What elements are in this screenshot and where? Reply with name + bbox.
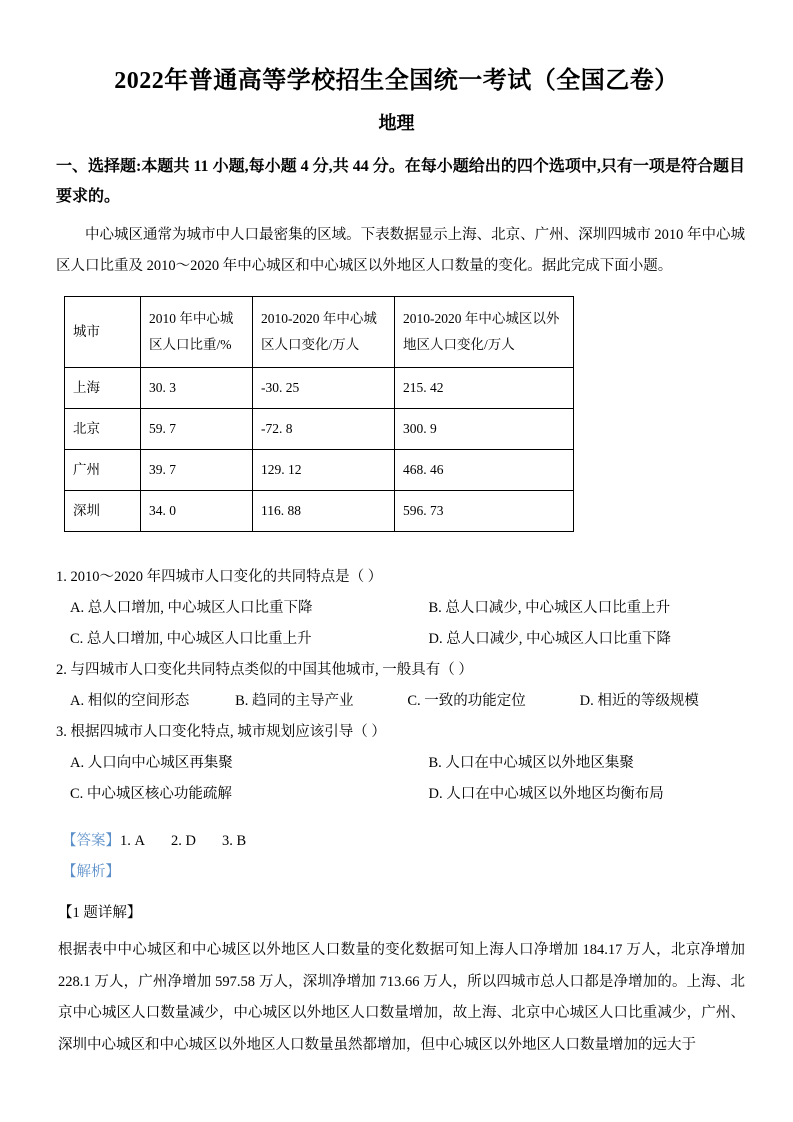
table-row xyxy=(65,409,574,450)
cell-share-2010: 30. 3 xyxy=(141,368,253,409)
answer-item-2: 2. D xyxy=(170,833,196,849)
page-title: 2022年普通高等学校招生全国统一考试（全国乙卷） xyxy=(114,68,679,94)
question-1-option-d[interactable]: D. 总人口减少, 中心城区人口比重下降 xyxy=(428,631,671,647)
question-2-option-b[interactable]: B. 趋同的主导产业 xyxy=(235,693,354,709)
question-1-options-row-2 xyxy=(56,624,745,655)
header-line: 区人口比重/% xyxy=(149,337,232,352)
question-1-option-b[interactable]: B. 总人口减少, 中心城区人口比重上升 xyxy=(428,600,671,616)
cell-share-2010: 59. 7 xyxy=(141,409,253,450)
cell-share-2010: 39. 7 xyxy=(141,450,253,491)
header-line: 区人口变化/万人 xyxy=(261,337,360,352)
cell-outer-change: 300. 9 xyxy=(395,409,574,450)
cell-outer-change: 468. 46 xyxy=(395,450,574,491)
answer-line xyxy=(0,826,793,857)
questions-block xyxy=(0,562,793,810)
table-header-cell-city xyxy=(65,297,141,368)
table-row xyxy=(65,491,574,532)
table-header-cell-core-change xyxy=(253,297,395,368)
header-line: 2010 年中心城 xyxy=(149,311,234,326)
table-row xyxy=(65,450,574,491)
cell-city: 深圳 xyxy=(65,491,141,532)
question-2-option-d[interactable]: D. 相近的等级规模 xyxy=(579,693,699,709)
question-3-options-row-1 xyxy=(56,748,745,779)
question-3-option-b[interactable]: B. 人口在中心城区以外地区集聚 xyxy=(428,755,634,771)
table-header-cell-share xyxy=(141,297,253,368)
subject-title: 地理 xyxy=(378,113,415,133)
question-1-option-a[interactable]: A. 总人口增加, 中心城区人口比重下降 xyxy=(70,600,313,616)
cell-outer-change: 596. 73 xyxy=(395,491,574,532)
question-2-option-c[interactable]: C. 一致的功能定位 xyxy=(407,693,526,709)
analysis-line xyxy=(0,857,793,888)
data-table-wrapper xyxy=(0,282,793,532)
table-header-row xyxy=(65,297,574,368)
analysis-detail-heading: 【1 题详解】 xyxy=(58,905,142,921)
table-header-cell-outer-change xyxy=(395,297,574,368)
answer-items xyxy=(120,833,272,849)
header-line: 地区人口变化/万人 xyxy=(403,337,515,352)
cell-city: 广州 xyxy=(65,450,141,491)
population-table xyxy=(64,296,574,532)
question-1-option-c[interactable]: C. 总人口增加, 中心城区人口比重上升 xyxy=(70,631,312,647)
intro-paragraph: 中心城区通常为城市中人口最密集的区域。下表数据显示上海、北京、广州、深圳四城市 2010 年中心城区人口比重及 2010～2020 年中心城区和中心城区以外地区人口数量的变化。据此完成下面小题。 xyxy=(56,227,745,274)
answer-item-3: 3. B xyxy=(221,833,247,849)
header-line: 2010-2020 年中心城 xyxy=(261,311,377,326)
answer-label: 【答案】 xyxy=(62,833,120,849)
question-2-options-row xyxy=(56,686,745,717)
analysis-body: 根据表中中心城区和中心城区以外地区人口数量的变化数据可知上海人口净增加 184.17 万人，北京净增加 228.1 万人，广州净增加 597.58 万人，深圳净增加 713.66 万人，所以四城市总人口都是净增加的。上海、北京中心城区人口数量减少，中心城区以外地区人口数量增加，故上海、北京中心城区人口比重减少，广州、深圳中心城区和中心城区以外地区人口数量虽然都增加，但中心城区以外地区人口数量增加的远大于 xyxy=(58,942,745,1053)
cell-core-change: 129. 12 xyxy=(253,450,395,491)
question-1-stem: 1. 2010～2020 年四城市人口变化的共同特点是（ ） xyxy=(56,569,383,585)
header-line: 城市 xyxy=(73,324,100,339)
cell-share-2010: 34. 0 xyxy=(141,491,253,532)
table-row xyxy=(65,368,574,409)
section-heading: 一、选择题:本题共 11 小题,每小题 4 分,共 44 分。在每小题给出的四个选项中,只有一项是符合题目要求的。 xyxy=(56,158,745,205)
question-3-option-c[interactable]: C. 中心城区核心功能疏解 xyxy=(70,786,232,802)
question-2-stem: 2. 与四城市人口变化共同特点类似的中国其他城市, 一般具有（ ） xyxy=(56,662,473,678)
cell-core-change: 116. 88 xyxy=(253,491,395,532)
cell-core-change: -72. 8 xyxy=(253,409,395,450)
cell-outer-change: 215. 42 xyxy=(395,368,574,409)
question-3-option-d[interactable]: D. 人口在中心城区以外地区均衡布局 xyxy=(428,786,664,802)
question-3-option-a[interactable]: A. 人口向中心城区再集聚 xyxy=(70,755,233,771)
answer-item-1: 1. A xyxy=(120,833,145,849)
cell-core-change: -30. 25 xyxy=(253,368,395,409)
question-3-options-row-2 xyxy=(56,779,745,810)
question-1-options-row-1 xyxy=(56,593,745,624)
question-3-stem: 3. 根据四城市人口变化特点, 城市规划应该引导（ ） xyxy=(56,724,386,740)
cell-city: 北京 xyxy=(65,409,141,450)
cell-city: 上海 xyxy=(65,368,141,409)
analysis-label: 【解析】 xyxy=(62,864,120,880)
header-line: 2010-2020 年中心城区以外 xyxy=(403,311,560,326)
question-2-option-a[interactable]: A. 相似的空间形态 xyxy=(70,693,190,709)
